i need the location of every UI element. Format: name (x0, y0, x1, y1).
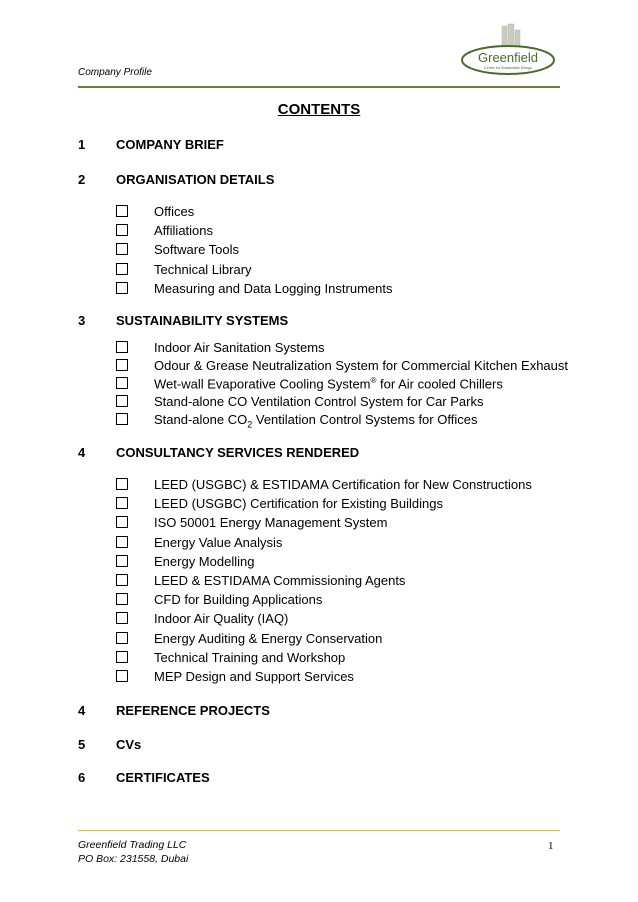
checkbox (116, 555, 128, 567)
list-item: Stand-alone CO Ventilation Control System for Car Parks (154, 394, 484, 409)
list-item-text: Stand-alone CO (154, 412, 248, 427)
section-number: 5 (78, 737, 86, 752)
section-number: 4 (78, 445, 86, 460)
list-item: Energy Auditing & Energy Conservation (154, 631, 383, 646)
list-item (154, 412, 477, 430)
footer-rule (78, 830, 560, 831)
list-item: ISO 50001 Energy Management System (154, 515, 388, 530)
checkbox (116, 341, 128, 353)
section-title: COMPANY BRIEF (116, 137, 224, 152)
list-item (154, 376, 503, 391)
checkbox (116, 651, 128, 663)
list-item: Energy Value Analysis (154, 535, 283, 550)
list-item-text: for Air cooled Chillers (376, 376, 503, 392)
section-number: 3 (78, 313, 86, 328)
checkbox (116, 263, 128, 275)
section-title: ORGANISATION DETAILS (116, 172, 275, 187)
section-title: REFERENCE PROJECTS (116, 703, 270, 718)
page-number: 1 (548, 840, 554, 852)
checkbox (116, 377, 128, 389)
subscript: 2 (247, 419, 253, 430)
list-item: Odour & Grease Neutralization System for Commercial Kitchen Exhaust (154, 358, 569, 373)
checkbox (116, 593, 128, 605)
list-item: Offices (154, 204, 195, 219)
list-item: Measuring and Data Logging Instruments (154, 281, 393, 296)
checkbox (116, 243, 128, 255)
logo-tagline: Centre for Sustainable Design (484, 66, 532, 70)
checkbox (116, 359, 128, 371)
list-item: Technical Training and Workshop (154, 650, 346, 665)
list-item: CFD for Building Applications (154, 592, 323, 607)
list-item: Indoor Air Sanitation Systems (154, 340, 325, 355)
greenfield-logo (458, 22, 558, 80)
checkbox (116, 395, 128, 407)
section-title: CONSULTANCY SERVICES RENDERED (116, 445, 360, 460)
checkbox (116, 478, 128, 490)
page-title: CONTENTS (277, 101, 361, 118)
checkbox (116, 574, 128, 586)
section-title: CERTIFICATES (116, 770, 210, 785)
section-title: CVs (116, 737, 142, 752)
checkbox (116, 205, 128, 217)
footer-address: PO Box: 231558, Dubai (78, 853, 189, 865)
building-icon (502, 24, 520, 48)
checkbox (116, 670, 128, 682)
section-title: SUSTAINABILITY SYSTEMS (116, 313, 289, 328)
checkbox (116, 536, 128, 548)
list-item: LEED (USGBC) Certification for Existing Buildings (154, 496, 443, 511)
list-item: Indoor Air Quality (IAQ) (154, 611, 289, 626)
list-item: MEP Design and Support Services (154, 669, 354, 684)
list-item: Affiliations (154, 223, 214, 238)
list-item-text: Ventilation Control Systems for Offices (252, 412, 478, 427)
section-number: 2 (78, 172, 86, 187)
footer-company: Greenfield Trading LLC (78, 839, 187, 851)
header-rule (78, 86, 560, 88)
list-item: Energy Modelling (154, 554, 255, 569)
registered-mark: ® (370, 376, 377, 385)
checkbox (116, 282, 128, 294)
list-item: Technical Library (154, 262, 252, 277)
section-number: 6 (78, 770, 86, 785)
logo-brand: Greenfield (478, 50, 538, 65)
list-item: LEED & ESTIDAMA Commissioning Agents (154, 573, 406, 588)
checkbox (116, 224, 128, 236)
list-item: Software Tools (154, 242, 240, 257)
checkbox (116, 612, 128, 624)
section-number: 1 (78, 137, 86, 152)
checkbox (116, 413, 128, 425)
header-label: Company Profile (78, 67, 152, 78)
list-item: LEED (USGBC) & ESTIDAMA Certification for New Constructions (154, 477, 532, 492)
checkbox (116, 632, 128, 644)
section-number: 4 (78, 703, 86, 718)
checkbox (116, 497, 128, 509)
list-item-text: Wet-wall Evaporative Cooling System (154, 376, 371, 392)
checkbox (116, 516, 128, 528)
